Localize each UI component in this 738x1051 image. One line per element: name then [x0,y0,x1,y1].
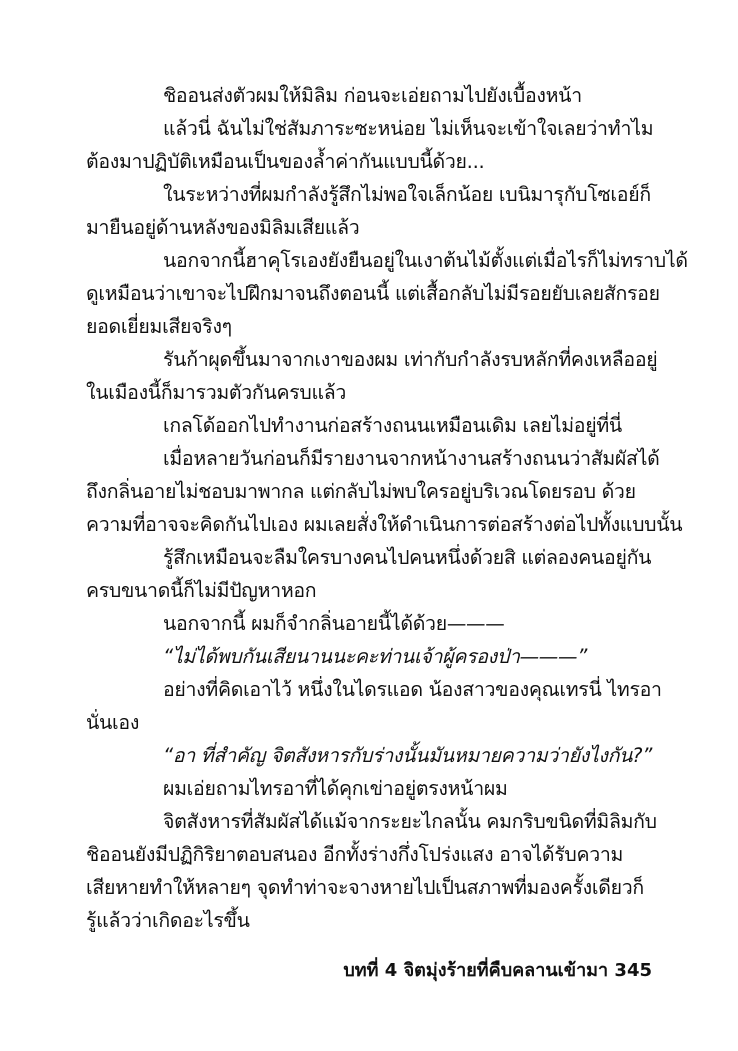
text-line: นอกจากนี้ ผมก็จำกลิ่นอายนี้ได้ด้วย——— [163,612,505,635]
text-line: นั่นเอง [86,711,140,734]
text-line: ในเมืองนี้ก็มารวมตัวกันครบแล้ว [86,381,347,404]
text-line: ผมเอ่ยถามไทรอาที่ได้คุกเข่าอยู่ตรงหน้าผม [163,777,508,800]
text-line: ในระหว่างที่ผมกำลังรู้สึกไม่พอใจเล็กน้อย เบนิมารุกับโซเอย์ก็ [163,183,651,206]
text-line: นอกจากนี้ฮาคุโรเองยังยืนอยู่ในเงาต้นไม้ตั้งแต่เมื่อไรก็ไม่ทราบได้ [163,249,688,272]
text-line: รู้สึกเหมือนจะลืมใครบางคนไปคนหนึ่งด้วยสิ แต่ลองคนอยู่กัน [163,546,652,569]
text-line: เสียหายทำให้หลายๆ จุดทำท่าจะจางหายไปเป็นสภาพที่มองครั้งเดียวก็ [86,876,644,899]
text-line: ชิออนยังมีปฏิกิริยาตอบสนอง อีกทั้งร่างกึ่งโปร่งแสง อาจได้รับความ [86,843,624,866]
text-line: ต้องมาปฏิบัติเหมือนเป็นของล้ำค่ากันแบบนี้ด้วย... [86,150,485,173]
text-line: ดูเหมือนว่าเขาจะไปฝึกมาจนถึงตอนนี้ แต่เสื้อกลับไม่มีรอยยับเลยสักรอย [86,282,660,305]
text-line: ถึงกลิ่นอายไม่ชอบมาพากล แต่กลับไม่พบใครอยู่บริเวณโดยรอบ ด้วย [86,480,636,503]
text-line: จิตสังหารที่สัมผัสได้แม้จากระยะไกลนั้น คมกริบขนิดที่มิลิมกับ [163,810,657,833]
dialogue-line: “ไม่ได้พบกันเสียนานนะคะท่านเจ้าผู้ครองป่า———” [163,645,588,668]
text-line: แล้วนี่ ฉันไม่ใช่สัมภาระซะหน่อย ไม่เห็นจะเข้าใจเลยว่าทำไม [163,117,654,140]
text-line: ชิออนส่งตัวผมให้มิลิม ก่อนจะเอ่ยถามไปยังเบื้องหน้า [163,84,582,107]
text-line: รู้แล้วว่าเกิดอะไรขึ้น [86,909,250,932]
text-line: เกลโด้ออกไปทำงานก่อสร้างถนนเหมือนเดิม เลยไม่อยู่ที่นี่ [163,414,622,437]
text-line: ความที่อาจจะคิดกันไปเอง ผมเลยสั่งให้ดำเนินการต่อสร้างต่อไปทั้งแบบนั้น [86,513,683,536]
text-line: เมื่อหลายวันก่อนก็มีรายงานจากหน้างานสร้างถนนว่าสัมผัสได้ [163,447,660,470]
dialogue-line: “อา ที่สำคัญ จิตสังหารกับร่างนั้นมันหมายความว่ายังไงกัน?” [163,744,653,767]
text-line: ครบขนาดนี้ก็ไม่มีปัญหาหอก [86,579,317,602]
text-line: อย่างที่คิดเอาไว้ หนึ่งในไดรแอด น้องสาวของคุณเทรนี่ ไทรอา [163,678,662,701]
page-footer: บทที่ 4 จิตมุ่งร้ายที่คืบคลานเข้ามา 345 [343,960,652,981]
text-line: รันก้าผุดขึ้นมาจากเงาของผม เท่ากับกำลังรบหลักที่คงเหลืออยู่ [163,348,658,371]
text-line: ยอดเยี่ยมเสียจริงๆ [86,315,232,338]
text-line: มายืนอยู่ด้านหลังของมิลิมเสียแล้ว [86,216,360,239]
